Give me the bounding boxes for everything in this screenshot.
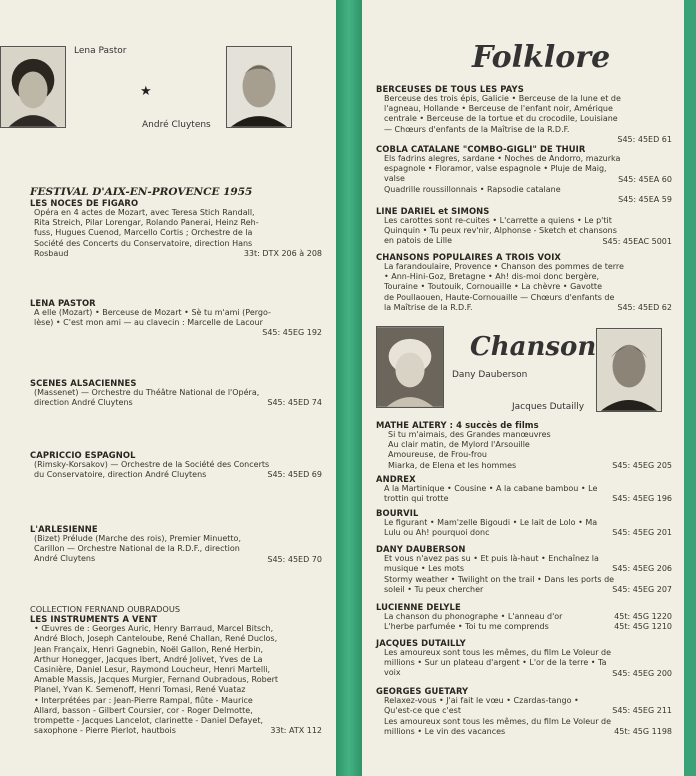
record-ref: S45: 45EG 207 [612,585,672,595]
section-title: LES NOCES DE FIGARO [30,198,139,208]
section-title: LINE DARIEL et SIMONS [376,206,490,216]
section-text: Les carottes sont re-cuites • L'carrette a quiens • Le p'tit Quinquin • Tu peux rev'nir, Alphonse - Sketch et chansons en patois de Lille [384,216,617,246]
record-ref: S45: 45ED 70 [267,554,322,564]
section-text: Stormy weather • Twilight on the trail • Dans les ports de soleil • Tu peux chercher [384,574,615,594]
record-ref: 45t: 45G 1220 [614,612,672,621]
section-capriccio-espagnol [30,450,322,481]
record-ref: S45: 45ED 61 [617,134,672,144]
section-title: BOURVIL [376,508,419,518]
record-ref: 45t: 45G 1210 [614,622,672,631]
record-ref: S45: 45EG 192 [262,328,322,338]
photo-caption: André Cluytens [142,120,211,130]
section-line-dariel [376,206,672,247]
section-lena-pastor [30,298,322,339]
section-title: LES INSTRUMENTS A VENT [30,614,158,625]
record-ref: 33t: DTX 206 à 208 [243,249,322,259]
section-title: LUCIENNE DELYLE [376,602,461,612]
photo-caption: Dany Dauberson [452,370,528,380]
section-text: Les amoureux sont tous les mêmes, du film Le Voleur de millions • Le vin des vacances [384,716,612,736]
portrait-andre-cluytens [226,46,292,128]
record-ref: S45: 45ED 62 [617,303,672,313]
section-title: L'ARLESIENNE [30,524,98,534]
section-title: DANY DAUBERSON [376,544,466,554]
folklore-heading: Folklore [472,40,611,75]
photo-caption: Lena Pastor [74,46,127,56]
section-text: La chanson du phonographe • L'anneau d'or L'herbe parfumée • Toi tu me comprends 45t: 45G 1220 45t: 45G 1210 [384,612,672,632]
section-georges-guetary [376,686,672,737]
collection-title: COLLECTION FERNAND OUBRADOUS [30,604,181,614]
section-title: COBLA CATALANE "COMBO-GIGLI" DE THUIR [376,144,586,154]
section-arlesienne [30,524,322,565]
section-oubradous [30,604,322,737]
section-bourvil [376,508,672,539]
record-ref: 45t: 45G 1198 [614,727,672,737]
record-ref: S45: 45EG 205 [612,460,672,470]
section-text: Berceuse des trois épis, Galicie • Berceuse de la lune et de l'agneau, Hollande • Berceuse de l'enfant noir, Amérique centrale • Berceuse de la tortue et du crocodile, Louisiane — Chœurs d'enfants de la Maîtrise de la R.D.F. [384,94,621,134]
portrait-dany-dauberson [376,326,444,408]
record-ref: S45: 45EA 59 [618,195,672,205]
green-edge [684,0,696,776]
portrait-lena-pastor [0,46,66,128]
section-text: (Bizet) Prélude (Marche des rois), Premier Minuetto, Carillon — Orchestre National de la R.D.F., direction André Cluytens [34,534,241,564]
record-ref: S45: 45EG 196 [612,494,672,504]
section-scenes-alsaciennes [30,378,322,409]
section-text: Si tu m'aimais, des Grandes manœuvres Au clair matin, de Mylord l'Arsouille Amoureuse, de Frou-frou Miarka, de Elena et les hommes [388,430,551,470]
festival-title: FESTIVAL D'AIX-EN-PROVENCE 1955 [30,186,253,198]
woman-portrait-icon [1,47,65,127]
section-andrex [376,474,672,505]
section-text: Le figurant • Mam'zelle Bigoudi • Le lait de Lolo • Ma Lulu ou Ah! pourquoi donc [384,518,598,538]
man-portrait-icon [227,47,291,127]
section-text: Les amoureux sont tous les mêmes, du film Le Voleur de millions • Sur un plateau d'argent • L'or de la terre • Ta voix [384,648,612,678]
record-ref: S45: 45EAC 5001 [602,236,672,246]
section-title: GEORGES GUETARY [376,686,469,696]
record-ref: S45: 45ED 69 [267,470,322,480]
section-jacques-dutailly [376,638,672,679]
section-text: (Massenet) — Orchestre du Théâtre National de l'Opéra, direction André Cluytens [34,388,260,408]
section-text: Relaxez-vous • J'ai fait le vœu • Czardas-tango • Qu'est-ce que c'est [384,696,579,716]
section-dany-dauberson [376,544,672,595]
festival-block [30,186,322,259]
section-text: Els fadrins alegres, sardane • Noches de Andorro, mazurka espagnole • Floramor, valse espagnole • Pluje de Maig, valse [384,154,621,184]
section-chansons-populaires [376,252,672,313]
record-ref: S45: 45EA 60 [618,174,672,184]
section-text: A elle (Mozart) • Berceuse de Mozart • Sè tu m'ami (Pergo- lèse) • C'est mon ami — au clavecin : Marcelle de Lacour [34,308,271,328]
section-title: SCENES ALSACIENNES [30,378,137,388]
section-lucienne-delyle [376,602,672,632]
section-title: JACQUES DUTAILLY [376,638,466,648]
section-cobla-catalane [376,144,672,205]
section-text: Quadrille roussillonnais • Rapsodie catalane [384,184,561,194]
record-ref: S45: 45EG 201 [612,528,672,538]
right-page [362,0,684,776]
photo-caption: Jacques Dutailly [512,402,585,412]
chanson-heading: Chanson [470,332,597,362]
record-ref: S45: 45EG 200 [612,668,672,678]
section-text: A la Martinique • Cousine • A la cabane bambou • Le trottin qui trotte [384,484,598,504]
section-text: La farandoulaire, Provence • Chanson des pommes de terre • Ann-Hini-Goz, Bretagne • Ah! dis-moi donc bergère, Touraine • Toutouik, Cornouaille • La chèvre • Gavotte de Poullaouen, Haute-Cornouaille — Chœurs d'enfants de la Maîtrise de la R.D.F. [384,262,624,312]
section-text: Opéra en 4 actes de Mozart, avec Teresa Stich Randall, Rita Streich, Pilar Lorengar, Rolando Panerai, Heinz Reh- fuss, Hugues Cuenod, Marcello Cortis ; Orchestre de la Société des Concerts du Conservatoire, direction Hans Rosbaud [34,208,259,258]
man-portrait-icon [597,329,661,411]
green-spine [336,0,362,776]
section-text: • Œuvres de : Georges Auric, Henry Barraud, Marcel Bitsch, André Bloch, Joseph Canteloube, René Challan, René Duclos, Jean Françaix, Henri Gagnebin, Noël Gallon, René Herbin, Arthur Honegger, Jacques Ibert, André Jolivet, Yves de La Casinière, Daniel Lesur, Raymond Loucheur, Henri Martelli, Amable Massis, Jacques Murgier, Fernand Oubradous, Robert Planel, Yvan K. Semenoff, Henri Tomasi, René Vuataz • Interprétées par : Jean-Pierre Rampal, flûte - Maurice Allard, basson - Gilbert Coursier, cor - Roger Delmotte, trompette - Jacques Lancelot, clarinette - Daniel Defayet, saxophone - Pierre Pierlot, hautbois [34,624,279,736]
star-icon: ★ [140,84,152,99]
section-title: CAPRICCIO ESPAGNOL [30,450,136,460]
section-text: Et vous n'avez pas su • Et puis là-haut • Enchaînez la musique • Les mots [384,554,599,574]
section-mathe-altery [376,420,672,471]
section-title: CHANSONS POPULAIRES A TROIS VOIX [376,252,561,262]
woman-portrait-icon [377,327,443,407]
section-title: BERCEUSES DE TOUS LES PAYS [376,84,524,94]
section-title: ANDREX [376,474,416,484]
section-berceuses [376,84,672,145]
record-ref: 33t: ATX 112 [270,726,322,736]
portrait-jacques-dutailly [596,328,662,412]
left-page [0,0,336,776]
record-ref: S45: 45ED 74 [267,398,322,408]
record-ref: S45: 45EG 206 [612,564,672,574]
section-title: MATHE ALTERY : 4 succès de films [376,420,539,430]
section-title: LENA PASTOR [30,298,96,308]
record-ref: S45: 45EG 211 [612,706,672,716]
section-text: (Rimsky-Korsakov) — Orchestre de la Société des Concerts du Conservatoire, direction André Cluytens [34,460,270,480]
